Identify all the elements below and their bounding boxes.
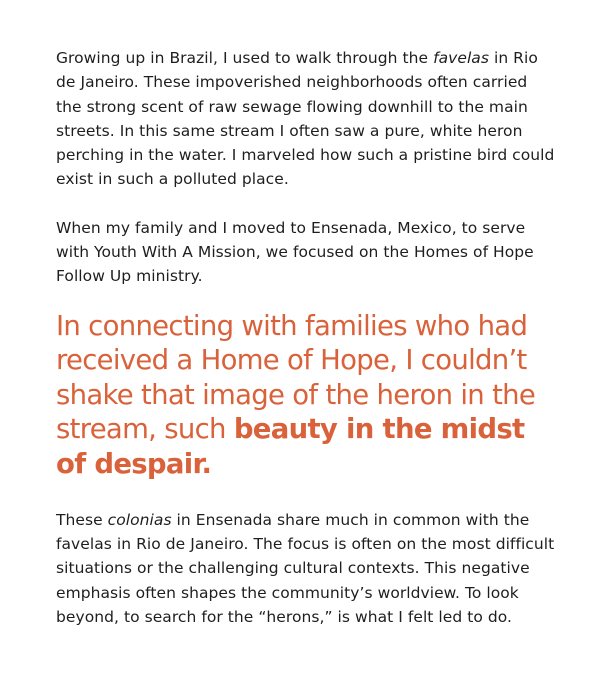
paragraph-ensenada-move	[56, 216, 556, 289]
paragraph-3-text-end: in Ensenada share much in common with the favelas in Rio de Janeiro. The focus is often on the most difficult situations or the challenging cultural contexts. This negative emphasis often shapes the community’s worldview. To look beyond, to search for the “herons,” is what I felt led to do.	[56, 510, 555, 626]
paragraph-1-italic-term: favelas	[433, 49, 489, 67]
article	[56, 46, 556, 629]
paragraph-2-text: When my family and I moved to Ensenada, Mexico, to serve with Youth With A Mission, we focused on the Homes of Hope Follow Up ministry.	[56, 218, 534, 286]
paragraph-1-text-start: Growing up in Brazil, I used to walk through the	[56, 49, 434, 67]
pull-quote-bold-text: beauty in the midst of despair.	[56, 413, 525, 481]
paragraph-brazil-favelas	[56, 46, 556, 192]
pull-quote-container	[56, 309, 556, 482]
paragraph-3-italic-term: colonias	[107, 510, 172, 529]
pull-quote	[56, 309, 556, 482]
pull-quote-regular-text: In connecting with families who had received a Home of Hope, I couldn’t shake that image of the heron in the stream, such	[56, 309, 536, 446]
paragraph-colonias	[56, 508, 556, 629]
paragraph-3-text-start: These	[56, 510, 108, 529]
paragraph-1-text-end: in Rio de Janeiro. These impoverished neighborhoods often carried the strong scent of raw sewage flowing downhill to the main streets. In this same stream I often saw a pure, white heron perching in the water. I marveled how such a pristine bird could exist in such a polluted place.	[56, 49, 555, 189]
